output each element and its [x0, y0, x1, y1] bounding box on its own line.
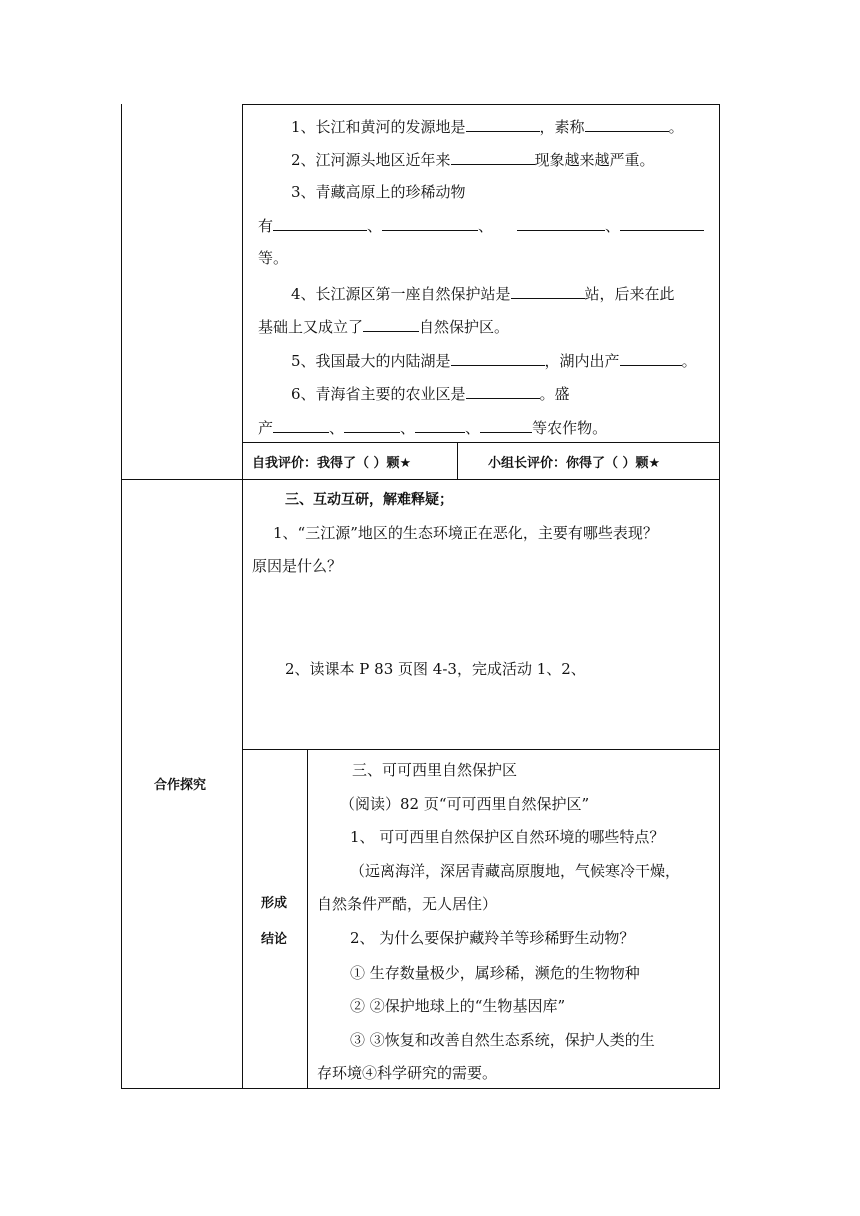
- answer-blank[interactable]: [620, 351, 682, 366]
- question-6-line2-suffix: 等农作物。: [532, 419, 608, 437]
- question-2: [291, 150, 655, 169]
- conclusion-line: ① 生存数量极少，属珍稀，濒危的生物物种: [350, 964, 640, 982]
- answer-blank[interactable]: [363, 317, 419, 332]
- grid-row-divider: [121, 479, 720, 480]
- interactive-heading: 三、互动互研，解难释疑；: [285, 492, 453, 508]
- section-label: 合作探究: [154, 778, 207, 793]
- answer-blank[interactable]: [480, 418, 532, 433]
- question-4: [291, 284, 675, 303]
- question-4-line2: [258, 317, 509, 336]
- question-5-suffix: 。: [681, 352, 697, 370]
- conclusion-line: 存环境④科学研究的需要。: [317, 1064, 498, 1082]
- question-4-suffix: 站，后来在此: [584, 285, 675, 303]
- answer-blank[interactable]: [620, 216, 704, 231]
- question-4-line2-prefix: 基础上又成立了: [258, 318, 364, 336]
- conclusion-line: 2、 为什么要保护藏羚羊等珍稀野生动物？: [350, 929, 635, 947]
- question-6-prefix: 6、青海省主要的农业区是: [291, 385, 466, 403]
- conclusion-line: ③ ③恢复和改善自然生态系统，保护人类的生: [350, 1031, 655, 1049]
- conclusion-label-1: 形成: [261, 896, 288, 911]
- question-3-text: 3、青藏高原上的珍稀动物: [291, 183, 466, 201]
- answer-blank[interactable]: [273, 418, 329, 433]
- question-3-end: [258, 249, 288, 267]
- question-1-mid: ，素称: [539, 118, 585, 136]
- interactive-question-2: 2、读课本 P 83 页图 4-3，完成活动 1、2、: [285, 660, 586, 678]
- answer-blank[interactable]: [415, 418, 465, 433]
- answer-blank[interactable]: [585, 117, 669, 132]
- grid-right-border: [719, 104, 720, 1089]
- separator: 、: [400, 419, 416, 437]
- conclusion-line: 自然条件严酷，无人居住）: [317, 895, 498, 913]
- grid-conclusion-top-border: [242, 749, 720, 750]
- question-5-mid: ，湖内出产: [544, 352, 620, 370]
- conclusion-line: （阅读）82 页“可可西里自然保护区”: [340, 795, 590, 813]
- question-3-end-text: 等。: [258, 249, 289, 267]
- answer-blank[interactable]: [451, 150, 535, 165]
- question-4-line2-suffix: 自然保护区。: [419, 318, 510, 336]
- answer-blank[interactable]: [511, 284, 585, 299]
- grid-left-border: [121, 104, 122, 1089]
- question-1-prefix: 1、长江和黄河的发源地是: [291, 118, 466, 136]
- answer-blank[interactable]: [344, 418, 400, 433]
- self-evaluation: 自我评价：我得了（ ）颗★: [252, 456, 412, 471]
- question-2-suffix: 现象越来越严重。: [534, 151, 655, 169]
- answer-blank[interactable]: [382, 216, 478, 231]
- question-1-suffix: 。: [668, 118, 684, 136]
- separator: 、: [367, 217, 383, 235]
- group-leader-evaluation: 小组长评价：你得了（ ）颗★: [488, 456, 661, 471]
- question-3-blanks: [258, 216, 704, 235]
- answer-blank[interactable]: [466, 384, 540, 399]
- question-3: [291, 183, 466, 201]
- separator: 、: [478, 217, 494, 235]
- answer-blank[interactable]: [273, 216, 367, 231]
- separator: 、: [605, 217, 621, 235]
- question-6: [291, 384, 570, 403]
- conclusion-label-2: 结论: [261, 932, 288, 947]
- question-1: [291, 117, 684, 136]
- question-2-prefix: 2、江河源头地区近年来: [291, 151, 451, 169]
- grid-conclusion-split: [307, 749, 308, 1089]
- conclusion-line: 1、 可可西里自然保护区自然环境的哪些特点？: [350, 828, 665, 846]
- question-3-start: 有: [258, 217, 274, 235]
- grid-eval-top-border: [242, 442, 720, 443]
- interactive-question-1-line2: 原因是什么？: [252, 557, 343, 575]
- separator: 、: [465, 419, 481, 437]
- question-4-prefix: 4、长江源区第一座自然保护站是: [291, 285, 511, 303]
- grid-eval-split: [457, 442, 458, 480]
- conclusion-line: 三、可可西里自然保护区: [352, 761, 518, 779]
- answer-blank[interactable]: [517, 216, 605, 231]
- separator: 、: [329, 419, 345, 437]
- conclusion-line: ② ②保护地球上的“生物基因库”: [350, 997, 566, 1015]
- question-6-suffix: 。盛: [539, 385, 570, 403]
- grid-col-divider: [242, 104, 243, 1089]
- question-6-line2-prefix: 产: [258, 419, 274, 437]
- grid-top-inner-border: [242, 104, 720, 105]
- answer-blank[interactable]: [451, 351, 545, 366]
- conclusion-line: （远离海洋，深居青藏高原腹地，气候寒冷干燥，: [350, 862, 681, 880]
- question-5: [291, 351, 697, 370]
- question-6-line2: [258, 418, 607, 437]
- interactive-question-1: 1、“三江源”地区的生态环境正在恶化，主要有哪些表现？: [273, 524, 658, 542]
- answer-blank[interactable]: [466, 117, 540, 132]
- question-5-prefix: 5、我国最大的内陆湖是: [291, 352, 451, 370]
- grid-bottom-border: [121, 1088, 720, 1089]
